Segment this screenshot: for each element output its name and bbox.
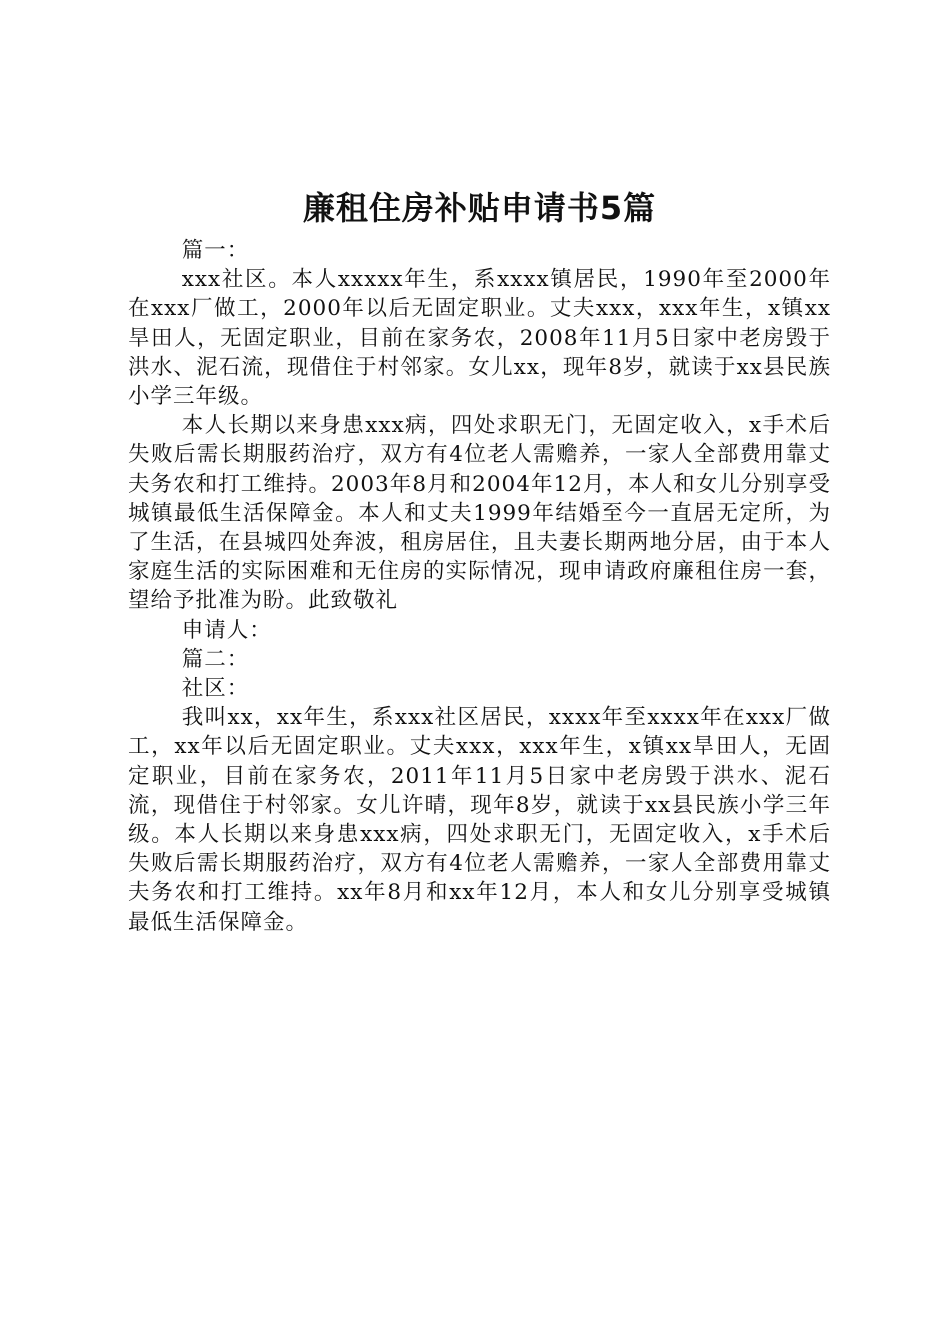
salutation-line: 社区： bbox=[181, 676, 250, 702]
applicant-signature-line: 申请人： bbox=[181, 617, 272, 643]
body-paragraph: xxx社区。本人xxxxx年生，系xxxx镇居民，1990年至2000年在xxx厂做工，2000年以后无固定职业。丈夫xxx，xxx年生，x镇xx旱田人，无固定职业，目前在家务农，2008年11月5日家中老房毁于洪水、泥石流，现借住于村邻家。女儿xx，现年8岁，就读于xx县民族小学三年级。 bbox=[128, 267, 831, 410]
document-page bbox=[128, 186, 831, 937]
section-heading-part-two: 篇二： bbox=[181, 646, 250, 672]
body-paragraph: 我叫xx，xx年生，系xxx社区居民，xxxx年至xxxx年在xxx厂做工，xx年以后无固定职业。丈夫xxx，xxx年生，x镇xx旱田人，无固定职业，目前在家务农，2011年11月5日家中老房毁于洪水、泥石流，现借住于村邻家。女儿许晴，现年8岁，就读于xx县民族小学三年级。本人长期以来身患xxx病，四处求职无门，无固定收入，x手术后失败后需长期服药治疗，双方有4位老人需赡养，一家人全部费用靠丈夫务农和打工维持。xx年8月和xx年12月，本人和女儿分别享受城镇最低生活保障金。 bbox=[128, 705, 831, 935]
section-heading-part-one: 篇一： bbox=[181, 238, 250, 263]
body-paragraph: 本人长期以来身患xxx病，四处求职无门，无固定收入，x手术后失败后需长期服药治疗，双方有4位老人需赡养，一家人全部费用靠丈夫务农和打工维持。2003年8月和2004年12月，本人和女儿分别享受城镇最低生活保障金。本人和丈夫1999年结婚至今一直居无定所，为了生活，在县城四处奔波，租房居住，且夫妻长期两地分居，由于本人家庭生活的实际困难和无住房的实际情况，现申请政府廉租住房一套，望给予批准为盼。此致敬礼 bbox=[128, 413, 831, 614]
document-title: 廉租住房补贴申请书5篇 bbox=[302, 189, 657, 227]
